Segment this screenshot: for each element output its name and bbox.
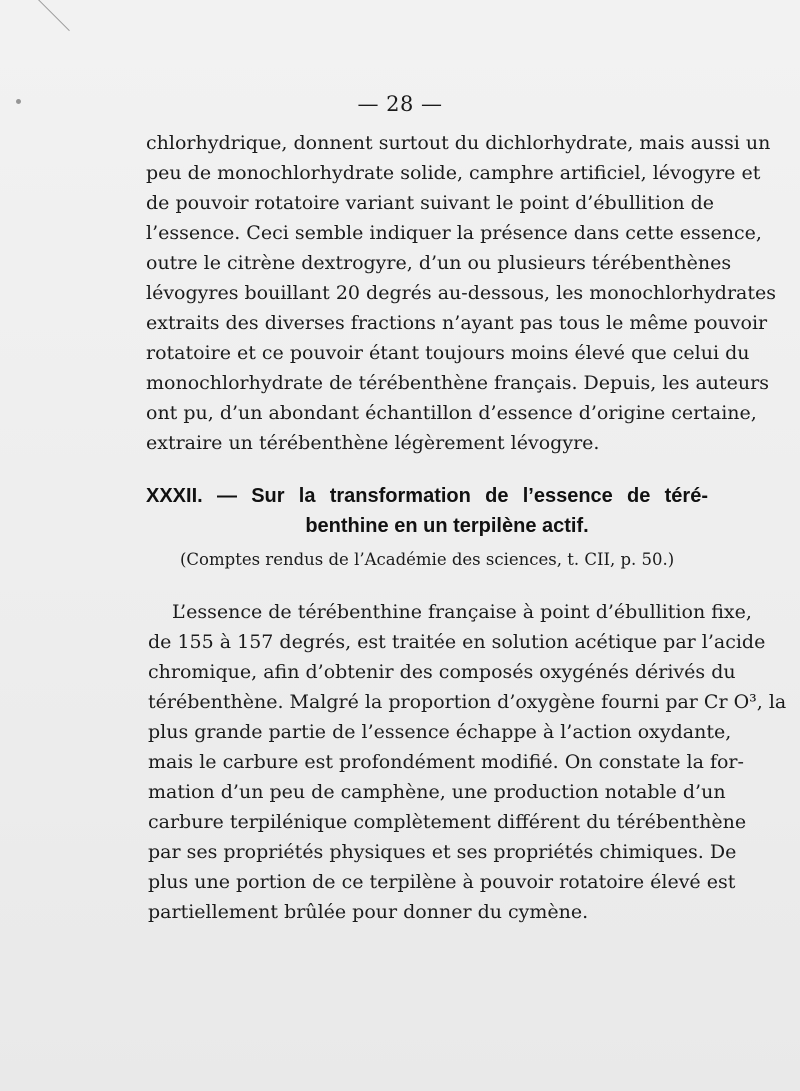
paragraph-line: lévogyres bouillant 20 degrés au-dessous, les monochlorhydrates (146, 282, 777, 304)
paragraph-line: L’essence de térébenthine française à point d’ébullition fixe, (172, 601, 752, 623)
section-heading (146, 481, 708, 541)
paragraph-line: de 155 à 157 degrés, est traitée en solution acétique par l’acide (148, 631, 766, 653)
paragraph-line: par ses propriétés physiques et ses propriétés chimiques. De (148, 841, 737, 863)
page-number: — 28 — (357, 92, 443, 116)
paragraph-line: chlorhydrique, donnent surtout du dichlorhydrate, mais aussi un (146, 132, 771, 154)
paragraph-line: rotatoire et ce pouvoir étant toujours moins élevé que celui du (146, 342, 750, 364)
paragraph-line: plus une portion de ce terpilène à pouvoir rotatoire élevé est (148, 871, 736, 893)
section-heading-line-2: benthine en un terpilène actif. (305, 515, 589, 537)
paragraph-line: mais le carbure est profondément modifié. On constate la for- (148, 751, 744, 773)
citation: (Comptes rendus de l’Académie des sciences, t. CII, p. 50.) (180, 550, 675, 569)
paragraph-line: monochlorhydrate de térébenthène français. Depuis, les auteurs (146, 372, 769, 394)
paragraph-1 (146, 128, 777, 458)
paragraph-line: plus grande partie de l’essence échappe à l’action oxydante, (148, 721, 732, 743)
section-heading-line-1: XXXII. — Sur la transformation de l’essence de téré- (146, 485, 708, 507)
paragraph-line: chromique, afin d’obtenir des composés oxygénés dérivés du (148, 661, 736, 683)
paragraph-line: térébenthène. Malgré la proportion d’oxygène fourni par Cr O³, la (148, 691, 787, 713)
paragraph-line: ont pu, d’un abondant échantillon d’essence d’origine certaine, (146, 402, 757, 424)
scan-mark (38, 0, 101, 31)
paragraph-line: carbure terpilénique complètement différent du térébenthène (148, 811, 747, 833)
paragraph-line: mation d’un peu de camphène, une production notable d’un (148, 781, 726, 803)
paragraph-line: de pouvoir rotatoire variant suivant le point d’ébullition de (146, 192, 715, 214)
paragraph-2 (148, 597, 787, 927)
paragraph-line: extraits des diverses fractions n’ayant pas tous le même pouvoir (146, 312, 768, 334)
paragraph-line: peu de monochlorhydrate solide, camphre artificiel, lévogyre et (146, 162, 761, 184)
paragraph-line: extraire un térébenthène légèrement lévogyre. (146, 432, 600, 454)
paragraph-line: l’essence. Ceci semble indiquer la présence dans cette essence, (146, 222, 762, 244)
paragraph-line: partiellement brûlée pour donner du cymène. (148, 901, 589, 923)
paragraph-line: outre le citrène dextrogyre, d’un ou plusieurs térébenthènes (146, 252, 732, 274)
